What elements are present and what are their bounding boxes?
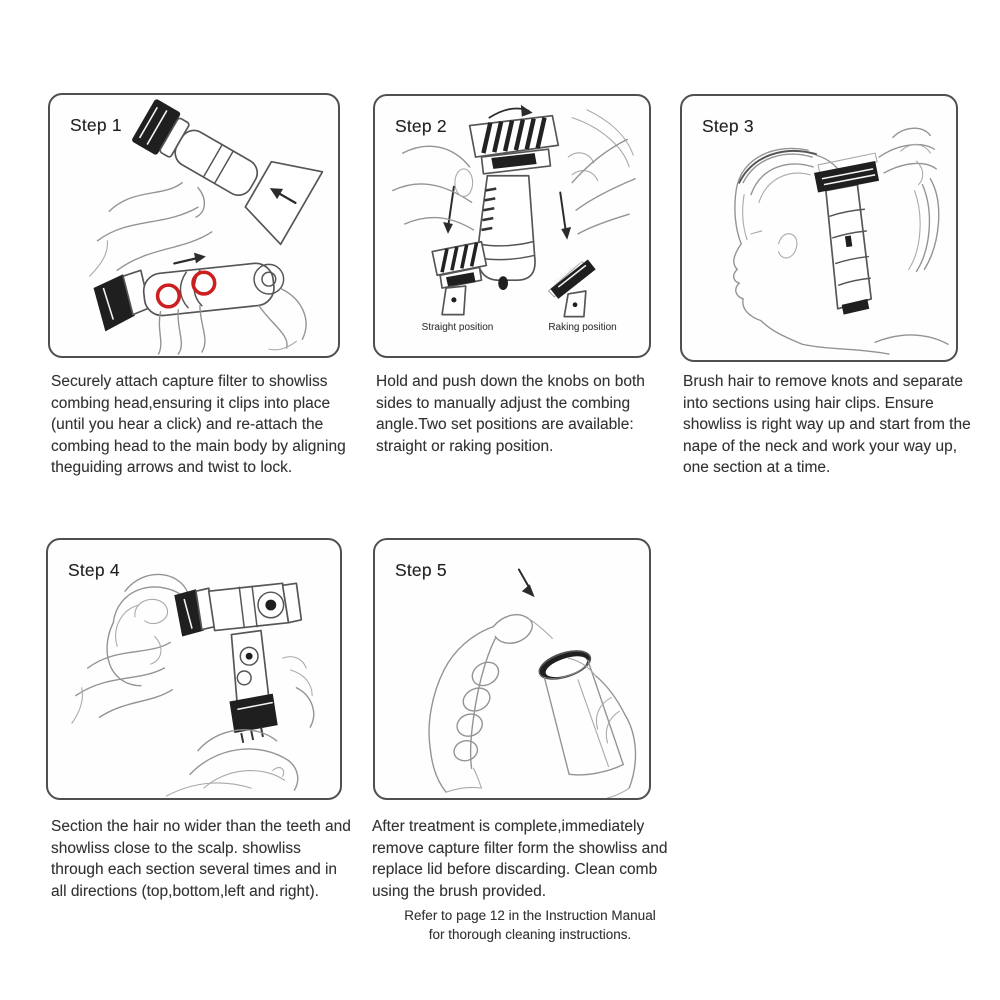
step3-panel [680, 94, 958, 362]
step3-caption: Brush hair to remove knots and separate into sections using hair clips. Ensure showliss is right way up and start from the nape of the neck and work your way up, one section at a time. [683, 373, 971, 476]
step1-panel [48, 93, 340, 358]
step1-label: Step 1 [70, 115, 122, 135]
step1-caption: Securely attach capture filter to showliss combing head,ensuring it clips into place (until you hear a click) and re-attach the combing head to the main body by aligning theguiding arrows and twist to lock. [51, 373, 346, 476]
step2-illustration [375, 96, 649, 356]
step5-panel [373, 538, 651, 800]
step4-illustration [48, 540, 340, 798]
step2-label: Step 2 [395, 116, 447, 136]
step5-label: Step 5 [395, 560, 447, 580]
cleaning-note-line2: for thorough cleaning instructions. [428, 927, 632, 942]
step3-label: Step 3 [702, 116, 754, 136]
raking-position-label: Raking position [548, 322, 617, 333]
step4-panel [46, 538, 342, 800]
step2-caption: Hold and push down the knobs on both sides to manually adjust the combing angle.Two set positions are available: straight or raking position. [376, 373, 645, 455]
step4-label: Step 4 [68, 560, 120, 580]
step5-caption: After treatment is complete,immediately remove capture filter form the showliss and replace lid before discarding. Clean comb using the brush provided. [372, 818, 668, 900]
cleaning-note [380, 906, 680, 944]
step2-panel [373, 94, 651, 358]
step4-caption: Section the hair no wider than the teeth and showliss close to the scalp. showliss through each section several times and in all directions (top,bottom,left and right). [51, 818, 351, 900]
step5-illustration [375, 540, 649, 798]
step1-illustration [50, 95, 338, 356]
step3-illustration [682, 96, 956, 360]
straight-position-label: Straight position [421, 322, 494, 333]
cleaning-note-line1: Refer to page 12 in the Instruction Manual [404, 908, 656, 923]
